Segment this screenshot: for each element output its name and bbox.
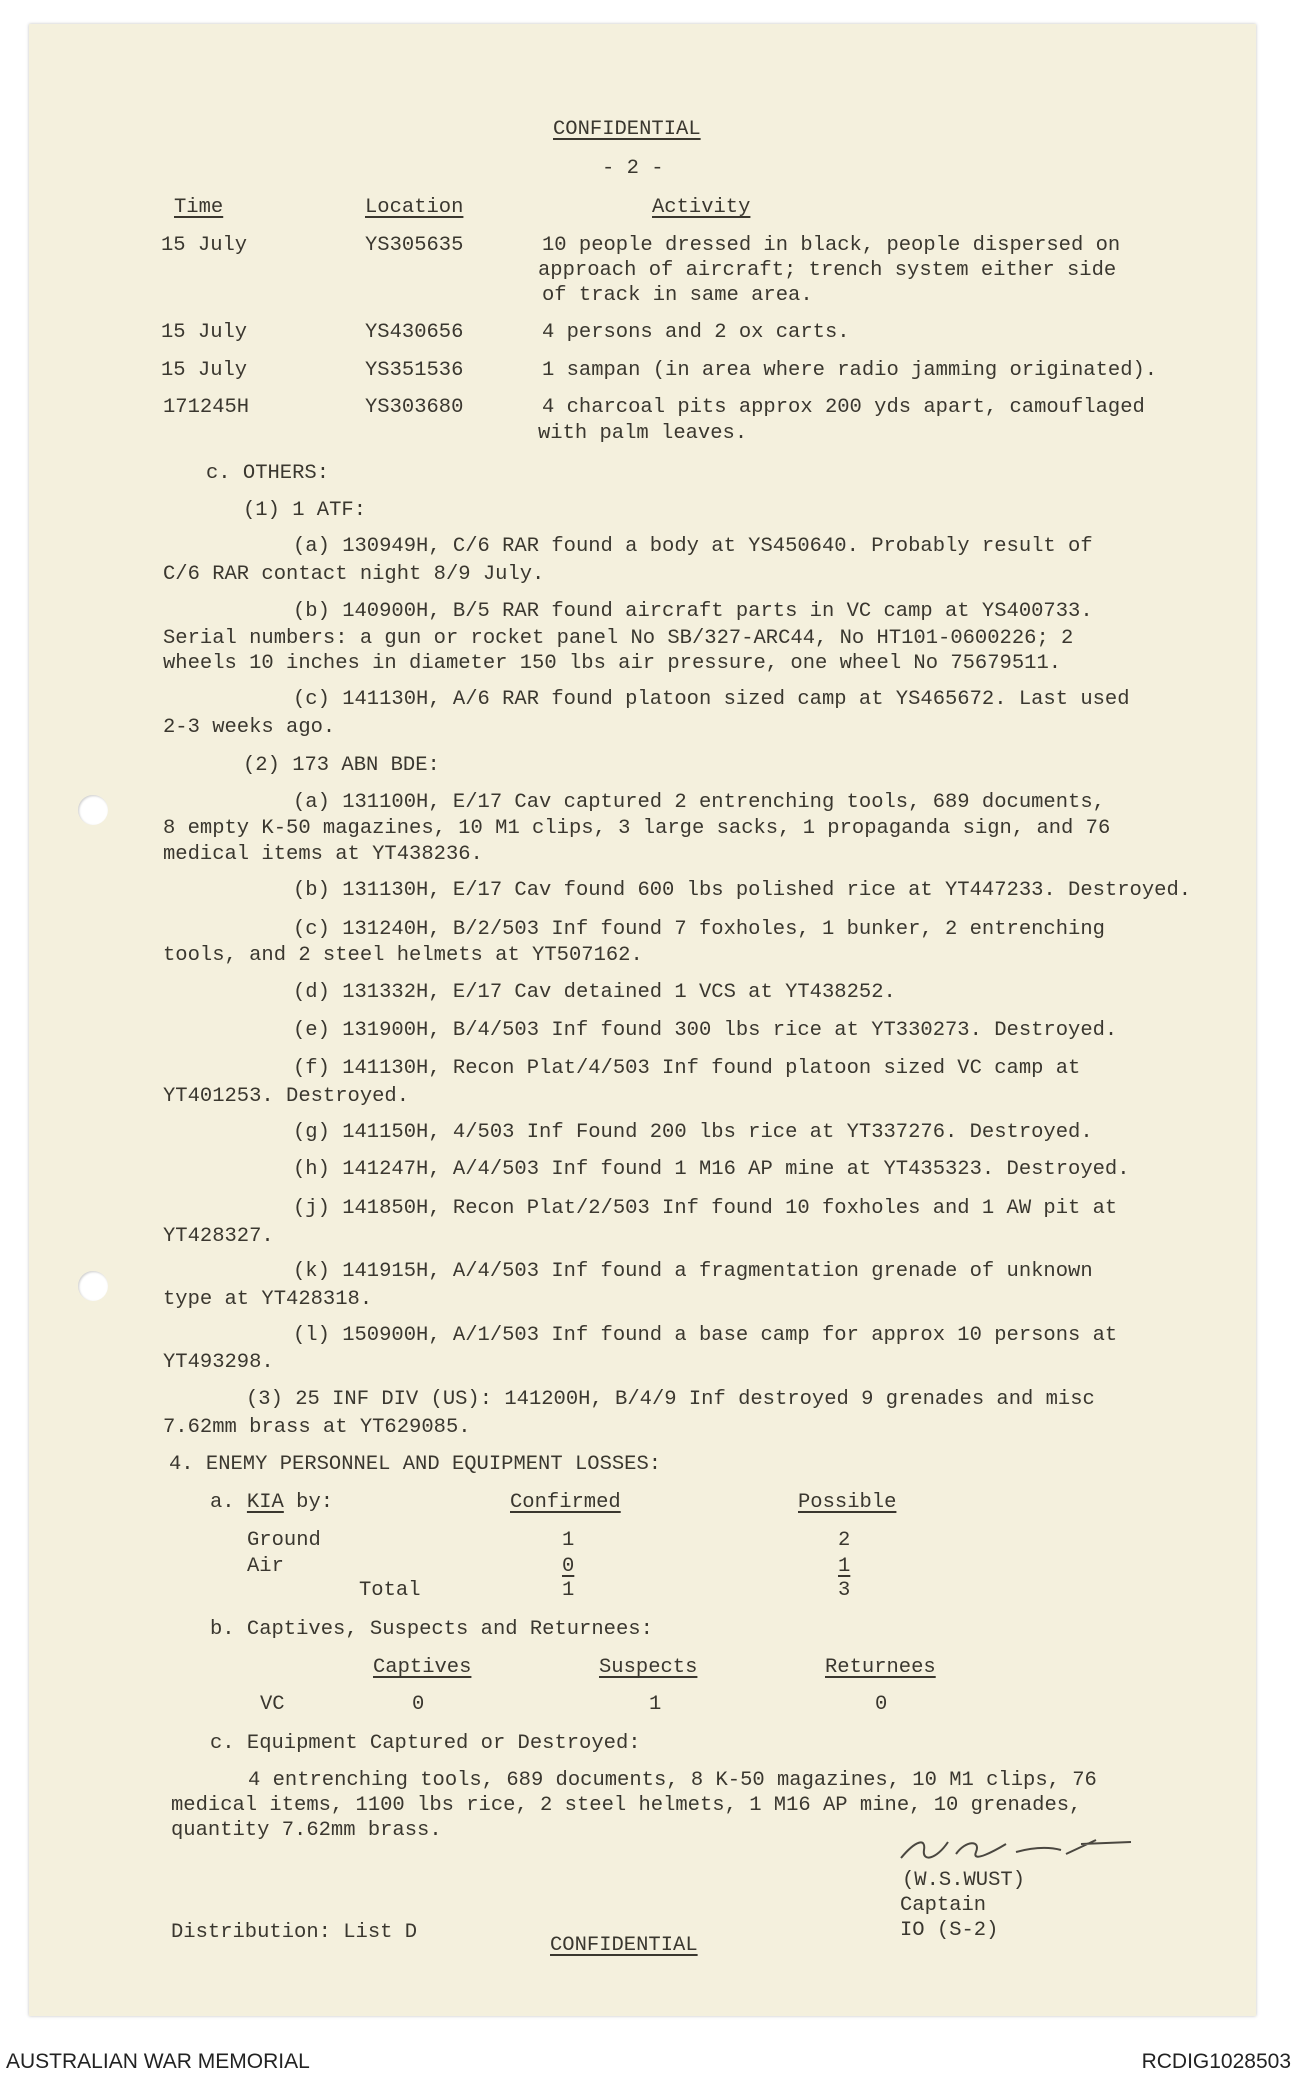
report-item: (a) 130949H, C/6 RAR found a body at YS450640. Probably result of xyxy=(293,535,1093,558)
kia-row-label: Air xyxy=(247,1555,284,1578)
signatory-rank: Captain xyxy=(900,1894,987,1917)
section-heading: c. OTHERS: xyxy=(206,462,330,485)
kia-confirmed: 0 xyxy=(562,1555,575,1578)
signatory-role: IO (S-2) xyxy=(900,1919,999,1942)
report-item: medical items at YT438236. xyxy=(163,843,483,866)
archive-institution: AUSTRALIAN WAR MEMORIAL xyxy=(6,2050,310,2073)
column-header-returnees: Returnees xyxy=(825,1656,936,1679)
report-item: tools, and 2 steel helmets at YT507162. xyxy=(163,944,643,967)
kia-suffix: by: xyxy=(296,1491,334,1514)
report-item: C/6 RAR contact night 8/9 July. xyxy=(163,563,545,586)
row-time: 15 July xyxy=(161,321,248,344)
report-item: (d) 131332H, E/17 Cav detained 1 VCS at YT438252. xyxy=(293,981,896,1004)
report-item: (e) 131900H, B/4/503 Inf found 300 lbs rice at YT330273. Destroyed. xyxy=(293,1019,1118,1042)
subsection-heading: (1) 1 ATF: xyxy=(243,499,367,522)
kia-confirmed: 1 xyxy=(562,1579,575,1602)
report-item: (b) 140900H, B/5 RAR found aircraft parts in VC camp at YS400733. xyxy=(293,600,1093,623)
report-item: (3) 25 INF DIV (US): 141200H, B/4/9 Inf destroyed 9 grenades and misc xyxy=(246,1388,1095,1411)
row-activity: 4 persons and 2 ox carts. xyxy=(542,321,850,344)
kia-row-label: Ground xyxy=(247,1529,321,1552)
column-header-time: Time xyxy=(174,196,224,219)
subsection-heading: (2) 173 ABN BDE: xyxy=(243,754,440,777)
row-location: YS305635 xyxy=(365,234,464,257)
column-header-confirmed: Confirmed xyxy=(510,1491,621,1514)
column-header-suspects: Suspects xyxy=(599,1656,698,1679)
report-item: YT493298. xyxy=(163,1351,274,1374)
equipment-text: medical items, 1100 lbs rice, 2 steel helmets, 1 M16 AP mine, 10 grenades, xyxy=(171,1794,1082,1817)
row-activity: 4 charcoal pits approx 200 yds apart, camouflaged xyxy=(542,396,1145,419)
equipment-text: 4 entrenching tools, 689 documents, 8 K-50 magazines, 10 M1 clips, 76 xyxy=(248,1769,1097,1792)
report-item: wheels 10 inches in diameter 150 lbs air pressure, one wheel No 75679511. xyxy=(163,652,1062,675)
handwritten-signature xyxy=(896,1830,1136,1864)
column-header-location: Location xyxy=(365,196,464,219)
punch-hole xyxy=(78,795,108,825)
subsection-heading: c. Equipment Captured or Destroyed: xyxy=(210,1732,641,1755)
report-item: (c) 131240H, B/2/503 Inf found 7 foxholes, 1 bunker, 2 entrenching xyxy=(293,918,1105,941)
report-item: type at YT428318. xyxy=(163,1288,373,1311)
row-time: 15 July xyxy=(161,234,248,257)
subsection-heading: b. Captives, Suspects and Returnees: xyxy=(210,1618,653,1641)
kia-abbrev: KIA xyxy=(246,1491,284,1514)
page-number: - 2 - xyxy=(602,157,664,180)
punch-hole xyxy=(78,1271,108,1301)
kia-row-label: Total xyxy=(359,1579,421,1602)
distribution-note: Distribution: List D xyxy=(171,1921,418,1944)
report-item: (a) 131100H, E/17 Cav captured 2 entrenching tools, 689 documents, xyxy=(293,791,1105,814)
row-time: 15 July xyxy=(161,359,248,382)
column-header-possible: Possible xyxy=(798,1491,897,1514)
report-item: (b) 131130H, E/17 Cav found 600 lbs polished rice at YT447233. Destroyed. xyxy=(293,879,1192,902)
row-location: YS351536 xyxy=(365,359,464,382)
kia-prefix: a. xyxy=(210,1491,235,1514)
report-item: (g) 141150H, 4/503 Inf Found 200 lbs rice at YT337276. Destroyed. xyxy=(293,1121,1093,1144)
archive-item-id: RCDIG1028503 xyxy=(1141,2050,1291,2073)
column-header-captives: Captives xyxy=(373,1656,472,1679)
report-item: (f) 141130H, Recon Plat/4/503 Inf found platoon sized VC camp at xyxy=(293,1057,1081,1080)
report-item: YT401253. Destroyed. xyxy=(163,1085,410,1108)
row-activity: 1 sampan (in area where radio jamming originated). xyxy=(542,359,1158,382)
column-header-activity: Activity xyxy=(652,196,751,219)
report-item: (k) 141915H, A/4/503 Inf found a fragmentation grenade of unknown xyxy=(293,1260,1093,1283)
report-item: Serial numbers: a gun or rocket panel No SB/327-ARC44, No HT101-0600226; 2 xyxy=(163,627,1074,650)
kia-possible: 3 xyxy=(838,1579,851,1602)
row-activity: approach of aircraft; trench system either side xyxy=(538,259,1117,282)
captives-value: 0 xyxy=(412,1693,425,1716)
report-item: (l) 150900H, A/1/503 Inf found a base camp for approx 10 persons at xyxy=(293,1324,1118,1347)
section-heading: 4. ENEMY PERSONNEL AND EQUIPMENT LOSSES: xyxy=(169,1453,662,1476)
row-activity: 10 people dressed in black, people dispersed on xyxy=(542,234,1121,257)
signatory-name: (W.S.WUST) xyxy=(902,1869,1026,1892)
kia-possible: 1 xyxy=(838,1555,851,1578)
report-item: 8 empty K-50 magazines, 10 M1 clips, 3 large sacks, 1 propaganda sign, and 76 xyxy=(163,817,1111,840)
report-item: (c) 141130H, A/6 RAR found platoon sized camp at YS465672. Last used xyxy=(293,688,1130,711)
report-item: 7.62mm brass at YT629085. xyxy=(163,1416,471,1439)
returnees-value: 0 xyxy=(875,1693,888,1716)
report-item: 2-3 weeks ago. xyxy=(163,716,336,739)
row-location: YS303680 xyxy=(365,396,464,419)
kia-label xyxy=(210,1490,333,1516)
classification-footer: CONFIDENTIAL xyxy=(550,1934,698,1957)
report-item: (j) 141850H, Recon Plat/2/503 Inf found 10 foxholes and 1 AW pit at xyxy=(293,1197,1118,1220)
report-item: (h) 141247H, A/4/503 Inf found 1 M16 AP mine at YT435323. Destroyed. xyxy=(293,1158,1130,1181)
classification-header: CONFIDENTIAL xyxy=(553,118,701,141)
row-activity: with palm leaves. xyxy=(538,422,748,445)
row-activity: of track in same area. xyxy=(542,284,813,307)
row-time: 171245H xyxy=(163,396,250,419)
report-item: YT428327. xyxy=(163,1225,274,1248)
row-location: YS430656 xyxy=(365,321,464,344)
kia-confirmed: 1 xyxy=(562,1529,575,1552)
kia-possible: 2 xyxy=(838,1529,851,1552)
suspects-value: 1 xyxy=(649,1693,662,1716)
equipment-text: quantity 7.62mm brass. xyxy=(171,1819,442,1842)
captives-row-label: VC xyxy=(260,1693,285,1716)
